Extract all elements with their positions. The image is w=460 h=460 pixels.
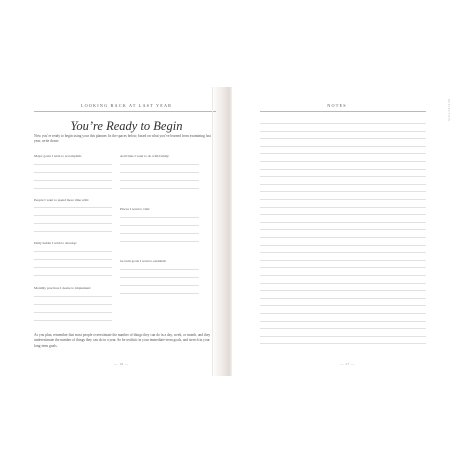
writing-line[interactable] <box>120 180 199 181</box>
writing-line[interactable] <box>120 164 199 165</box>
writing-line[interactable] <box>34 251 112 252</box>
notes-writing-line[interactable] <box>260 176 426 177</box>
writing-line[interactable] <box>120 285 199 286</box>
writing-line[interactable] <box>34 164 112 165</box>
prompt-places: Places I want to visit: <box>120 207 151 211</box>
notes-writing-line[interactable] <box>260 321 426 322</box>
writing-line[interactable] <box>34 320 112 321</box>
page-number-left: — 16 — <box>114 362 129 366</box>
notes-writing-line[interactable] <box>260 305 426 306</box>
left-page <box>26 87 227 376</box>
writing-line[interactable] <box>120 277 199 278</box>
notes-writing-line[interactable] <box>260 298 426 299</box>
writing-line[interactable] <box>34 259 112 260</box>
right-page <box>232 87 442 376</box>
writing-line[interactable] <box>120 217 199 218</box>
running-head: LOOKING BACK AT LAST YEAR <box>80 103 173 108</box>
closing-paragraph: As you plan, remember that most people overestimate the number of things they can do in a day, week, or month, and they underestimate the number of things they can do in a year. So be realistic in your immediate-term goals, and stretch in your long-term goals. <box>34 333 211 348</box>
notes-writing-line[interactable] <box>260 214 426 215</box>
intro-paragraph: Now you’re ready to begin using your this planner. In the spaces below, based on what you’ve learned from examining last year, write down: <box>34 134 211 144</box>
prompt-people: People I want to spend more time with: <box>34 198 90 202</box>
running-head-rule <box>260 111 426 112</box>
writing-line[interactable] <box>34 215 112 216</box>
writing-line[interactable] <box>120 188 199 189</box>
writing-line[interactable] <box>34 304 112 305</box>
writing-line[interactable] <box>34 312 112 313</box>
writing-line[interactable] <box>120 233 199 234</box>
notes-writing-line[interactable] <box>260 328 426 329</box>
notes-writing-line[interactable] <box>260 146 426 147</box>
side-tab-label: REFLECTION <box>447 99 451 122</box>
writing-line[interactable] <box>120 225 199 226</box>
page-title: You’re Ready to Begin <box>70 119 183 133</box>
writing-line[interactable] <box>120 269 199 270</box>
running-head-rule <box>34 111 216 112</box>
page-number-right: — 17 — <box>340 362 355 366</box>
writing-line[interactable] <box>34 223 112 224</box>
notes-writing-line[interactable] <box>260 245 426 246</box>
prompt-daily-habits: Daily habits I wish to develop: <box>34 241 78 245</box>
notes-heading: NOTES <box>327 103 347 108</box>
writing-line[interactable] <box>34 275 112 276</box>
notes-writing-line[interactable] <box>260 169 426 170</box>
book-gutter-shadow <box>212 87 234 376</box>
writing-line[interactable] <box>34 180 112 181</box>
notes-writing-line[interactable] <box>260 313 426 314</box>
prompt-major-goals: Major goals I wish to accomplish: <box>34 154 82 158</box>
writing-line[interactable] <box>34 207 112 208</box>
page-edge <box>212 87 213 376</box>
notes-writing-line[interactable] <box>260 336 426 337</box>
notes-writing-line[interactable] <box>260 161 426 162</box>
writing-line[interactable] <box>34 172 112 173</box>
notes-writing-line[interactable] <box>260 343 426 344</box>
notes-writing-line[interactable] <box>260 199 426 200</box>
notes-writing-line[interactable] <box>260 290 426 291</box>
notes-writing-line[interactable] <box>260 138 426 139</box>
notes-writing-line[interactable] <box>260 283 426 284</box>
prompt-activities: Activities I want to do with family: <box>120 154 170 158</box>
writing-line[interactable] <box>34 188 112 189</box>
writing-line[interactable] <box>34 267 112 268</box>
writing-line[interactable] <box>34 296 112 297</box>
notes-writing-line[interactable] <box>260 222 426 223</box>
notes-writing-line[interactable] <box>260 123 426 124</box>
writing-line[interactable] <box>120 241 199 242</box>
prompt-monthly-practices: Monthly practices I desire to implement: <box>34 286 92 290</box>
notes-writing-line[interactable] <box>260 237 426 238</box>
notes-writing-line[interactable] <box>260 153 426 154</box>
writing-line[interactable] <box>34 231 112 232</box>
notes-writing-line[interactable] <box>260 252 426 253</box>
notes-writing-line[interactable] <box>260 184 426 185</box>
writing-line[interactable] <box>120 172 199 173</box>
notes-writing-line[interactable] <box>260 267 426 268</box>
notes-writing-line[interactable] <box>260 260 426 261</box>
notes-writing-line[interactable] <box>260 131 426 132</box>
notes-writing-line[interactable] <box>260 229 426 230</box>
prompt-growth-goals: Growth goals I want to establish: <box>120 259 167 263</box>
notes-writing-line[interactable] <box>260 207 426 208</box>
notes-writing-line[interactable] <box>260 275 426 276</box>
notes-writing-line[interactable] <box>260 191 426 192</box>
writing-line[interactable] <box>120 293 199 294</box>
